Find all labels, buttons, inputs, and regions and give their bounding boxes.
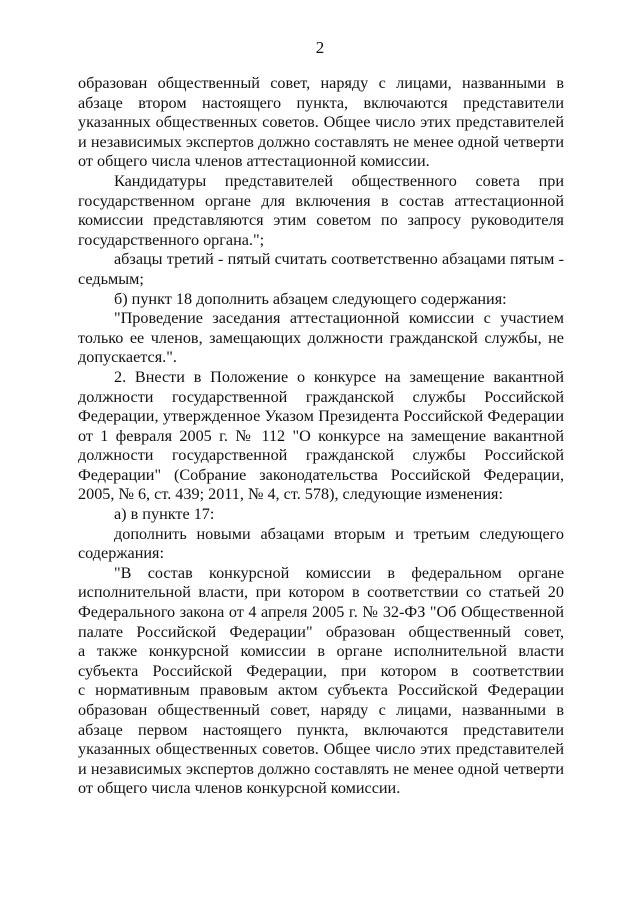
text-line: только ее членов, замещающих должности гражданской службы, не xyxy=(78,328,564,347)
text-line: от 1 февраля 2005 г. № 112 "О конкурсе на замещение вакантной xyxy=(78,426,564,445)
text-line: с нормативным правовым актом субъекта Российской Федерации xyxy=(78,681,564,700)
text-line: указанных общественных советов. Общее число этих представителей xyxy=(78,740,564,759)
text-line: Федерации, утвержденное Указом Президента Российской Федерации xyxy=(78,407,564,426)
text-line: а также конкурсной комиссии в органе исполнительной власти xyxy=(78,642,564,661)
text-line: образован общественный совет, наряду с лицами, названными в xyxy=(78,74,564,92)
text-line: Федерального закона от 4 апреля 2005 г. № 32-ФЗ "Об Общественной xyxy=(78,603,564,622)
text-line: седьмым; xyxy=(78,269,144,288)
text-line: государственном органе для включения в состав аттестационной xyxy=(78,191,564,210)
text-line: абзацы третий - пятый считать соответственно абзацами пятым - xyxy=(114,250,564,269)
text-line: государственного органа."; xyxy=(78,230,265,249)
document-body xyxy=(78,74,564,799)
text-line: абзаце втором настоящего пункта, включаются представители xyxy=(78,93,564,112)
text-line: Федерации" (Собрание законодательства Российской Федерации, xyxy=(78,465,564,484)
text-line: дополнить новыми абзацами вторым и третьим следующего xyxy=(114,524,564,543)
text-line: 2. Внести в Положение о конкурсе на замещение вакантной xyxy=(114,367,564,386)
text-line: образован общественный совет, наряду с лицами, названными в xyxy=(78,701,564,719)
text-line: палате Российской Федерации" образован общественный совет, xyxy=(78,622,564,641)
text-line: абзаце первом настоящего пункта, включаются представители xyxy=(78,720,564,739)
text-line: а) в пункте 17: xyxy=(114,505,215,524)
text-line: должности государственной гражданской службы Российской xyxy=(78,446,564,465)
text-line: допускается.". xyxy=(78,348,177,367)
text-line: субъекта Российской Федерации, при котором в соответствии xyxy=(78,661,564,680)
text-line: б) пункт 18 дополнить абзацем следующего содержания: xyxy=(114,289,507,308)
text-line: Кандидатуры представителей общественного совета при xyxy=(114,171,564,190)
text-line: "Проведение заседания аттестационной комиссии с участием xyxy=(114,309,564,328)
text-line: исполнительной власти, при котором в соответствии со статьей 20 xyxy=(78,583,564,602)
text-line: и независимых экспертов должно составлять не менее одной четверти xyxy=(78,759,564,778)
text-line: от общего числа членов конкурсной комиссии. xyxy=(78,779,401,798)
text-line: от общего числа членов аттестационной комиссии. xyxy=(78,152,430,171)
text-line: 2005, № 6, ст. 439; 2011, № 4, ст. 578), следующие изменения: xyxy=(78,485,503,504)
text-line: комиссии представляются этим советом по запросу руководителя xyxy=(78,211,564,230)
text-line: должности государственной гражданской службы Российской xyxy=(78,387,564,406)
text-line: и независимых экспертов должно составлять не менее одной четверти xyxy=(78,132,564,151)
page-number: 2 xyxy=(315,38,325,57)
text-line: содержания: xyxy=(78,544,164,563)
text-line: "В состав конкурсной комиссии в федеральном органе xyxy=(114,563,564,582)
text-line: указанных общественных советов. Общее число этих представителей xyxy=(78,113,564,132)
